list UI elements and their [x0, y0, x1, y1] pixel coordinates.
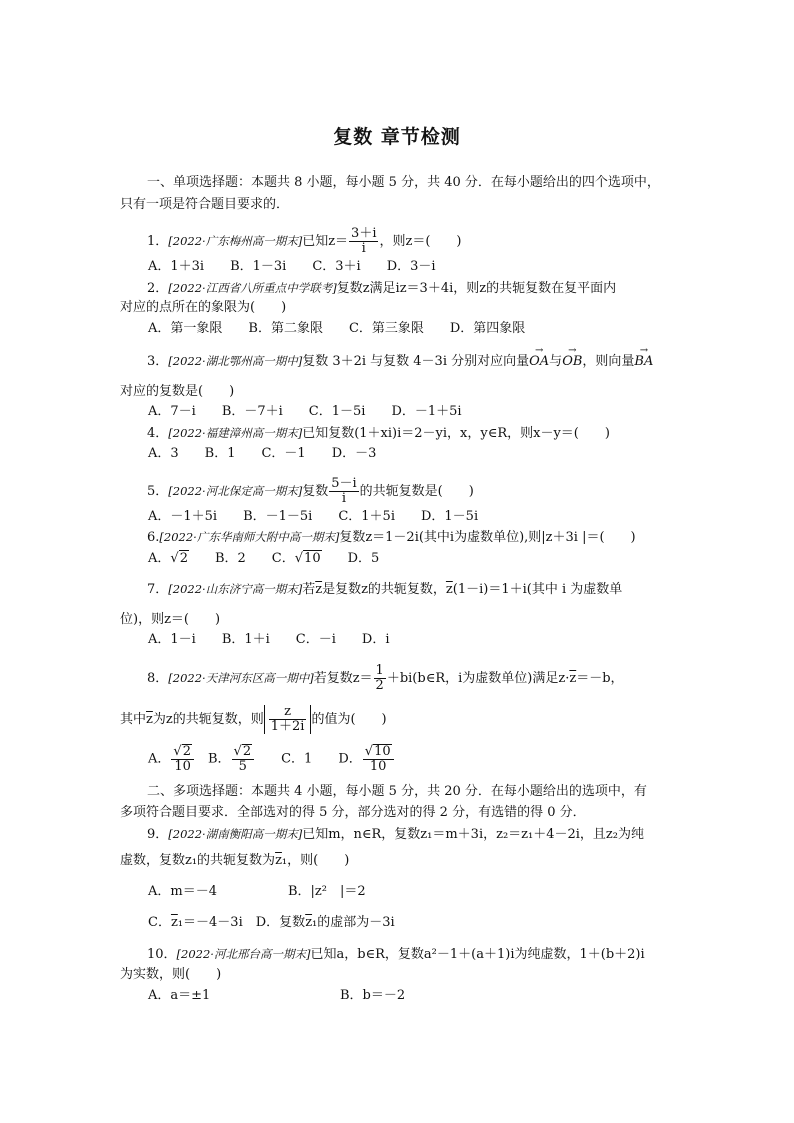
question-source: [2022·福建漳州高一期末] — [168, 426, 303, 440]
question-2-cont: 对应的点所在的象限为( ) — [120, 300, 287, 315]
question-9-option-b: B．|z² |＝2 — [288, 884, 366, 899]
conjugate-z: $\overline{z}$ — [305, 915, 313, 930]
conjugate-z: $\overline{z}$ — [445, 582, 453, 597]
question-10-option-a: A．a＝±1 — [148, 988, 211, 1003]
question-source: [2022·河北保定高一期末] — [168, 484, 303, 498]
fraction: $\frac{3+i}{i}$ — [351, 226, 377, 256]
question-9: 9．[2022·湖南衡阳高一期末]已知m，n∈R，复数z₁＝m＋3i，z₂＝z₁＋4－2i，且z₂为纯 — [147, 827, 644, 842]
section-1-heading-cont: 只有一项是符合题目要求的． — [120, 197, 290, 212]
section-2-heading: 二、多项选择题：本题共 4 小题，每小题 5 分，共 20 分．在每小题给出的选项中，有 — [147, 784, 647, 799]
question-6-options: A．√2 B．2 C．√10 D．5 — [148, 551, 380, 566]
fraction: $\frac{5-i}{i}$ — [331, 476, 357, 506]
question-7: 7．[2022·山东济宁高一期末]若$\overline{z}$是复数z的共轭复数，$\overline{z}(1-i)=1+i$(其中 i 为虚数单 — [147, 582, 623, 597]
question-7-options: A．1－i B．1＋i C．－i D．i — [148, 632, 390, 647]
question-5-options: A．－1＋5i B．－1－5i C．1＋5i D．1－5i — [148, 509, 479, 524]
question-source: [2022·山东济宁高一期末] — [168, 582, 303, 596]
question-9-option-a: A．m＝－4 — [148, 884, 217, 899]
fraction: $\frac{√2}{5}$ — [232, 744, 255, 774]
absolute-value — [264, 705, 312, 734]
question-9-cont: 虚数，复数z₁的共轭复数为$\overline{z}_1$，则( ) — [120, 853, 350, 868]
question-5: 5．[2022·河北保定高一期末]复数 $\frac{5-i}{i}$ 的共轭复数是( ) — [147, 476, 474, 506]
question-source: [2022·河北邢台高一期末] — [176, 947, 311, 961]
page-title: 复数 章节检测 — [333, 126, 461, 148]
conjugate-z: $\overline{z}$ — [170, 915, 178, 930]
question-3-options: A．7－i B．－7＋i C．1－5i D．－1＋5i — [148, 404, 462, 419]
vector-oa: → OA — [529, 354, 549, 370]
question-source: [2022·广东梅州高一期末] — [168, 234, 303, 248]
section-2-heading-cont: 多项符合题目要求．全部选对的得 5 分，部分选对的得 2 分，有选错的得 0 分． — [120, 805, 586, 820]
question-4: 4．[2022·福建漳州高一期末]已知复数(1＋xi)i＝2－yi，x，y∈R，则x－y＝( ) — [147, 426, 610, 441]
question-source: [2022·湖北鄂州高一期中] — [168, 354, 303, 368]
question-8-cont: 其中$\overline{z}$为z的共轭复数，则 $\frac{z}{1+2i}$ 的值为( ) — [120, 704, 387, 734]
question-2-options: A．第一象限 B．第二象限 C．第三象限 D．第四象限 — [148, 321, 526, 336]
question-4-options: A．3 B．1 C．－1 D．－3 — [148, 446, 377, 461]
question-1-options: A．1＋3i B．1－3i C．3＋i D．3－i — [148, 259, 436, 274]
conjugate-z: $\overline{z}$ — [569, 671, 577, 686]
fraction: $\frac{√10}{10}$ — [363, 744, 394, 774]
question-10-cont: 为实数，则( ) — [120, 967, 222, 982]
question-3: 3．[2022·湖北鄂州高一期中]复数 3＋2i 与复数 4－3i 分别对应向量→ OA与→ OB，则向量→ BA — [147, 353, 653, 370]
section-1-heading: 一、单项选择题：本题共 8 小题，每小题 5 分，共 40 分．在每小题给出的四个选项中， — [147, 175, 660, 190]
question-source: [2022·天津河东区高一期中] — [168, 671, 314, 685]
question-10-option-b: B．b＝－2 — [340, 988, 406, 1003]
question-8-options: A． $\frac{√2}{10}$ B． $\frac{√2}{5}$ C．1 D． $\frac{√10}{10}$ — [148, 744, 395, 774]
conjugate-z: $\overline{z}$ — [146, 712, 153, 727]
vector-ba: → BA — [634, 354, 653, 370]
vector-ob: → OB — [562, 354, 582, 370]
question-source: [2022·广东华南师大附中高一期末] — [159, 530, 340, 544]
question-source: [2022·江西省八所重点中学联考] — [168, 281, 337, 295]
question-1: 1．[2022·广东梅州高一期末]已知z＝ $\frac{3+i}{i}$ ，则z＝( ) — [147, 226, 462, 256]
question-9-options-cd: C．$\overline{z}_1=-4-3i$ D．复数$\overline{z}_1$的虚部为－3i — [148, 915, 395, 930]
fraction: $\frac{1}{2}$ — [375, 663, 384, 693]
question-7-cont: 位)，则z＝( ) — [120, 612, 221, 627]
conjugate-z: $\overline{z}$ — [275, 853, 282, 868]
question-6: 6.[2022·广东华南师大附中高一期末]复数z＝1－2i(其中i为虚数单位),则|z＋3i |＝( ) — [147, 530, 636, 545]
question-3-cont: 对应的复数是( ) — [120, 384, 235, 399]
question-10: 10．[2022·河北邢台高一期末]已知a，b∈R，复数a²－1＋(a＋1)i为纯虚数，1＋(b＋2)i — [147, 947, 645, 962]
question-2: 2．[2022·江西省八所重点中学联考]复数z满足iz＝3＋4i，则z的共轭复数在复平面内 — [147, 281, 617, 296]
conjugate-z: $\overline{z}$ — [315, 582, 323, 597]
fraction: $\frac{z}{1+2i}$ — [270, 704, 305, 734]
question-source: [2022·湖南衡阳高一期末] — [168, 827, 303, 841]
fraction: $\frac{√2}{10}$ — [171, 744, 194, 774]
question-8: 8．[2022·天津河东区高一期中]若复数z＝ $\frac{1}{2}$ ＋bi(b∈R，i为虚数单位)满足$z\cdot\overline{z}=-b$， — [147, 663, 624, 693]
